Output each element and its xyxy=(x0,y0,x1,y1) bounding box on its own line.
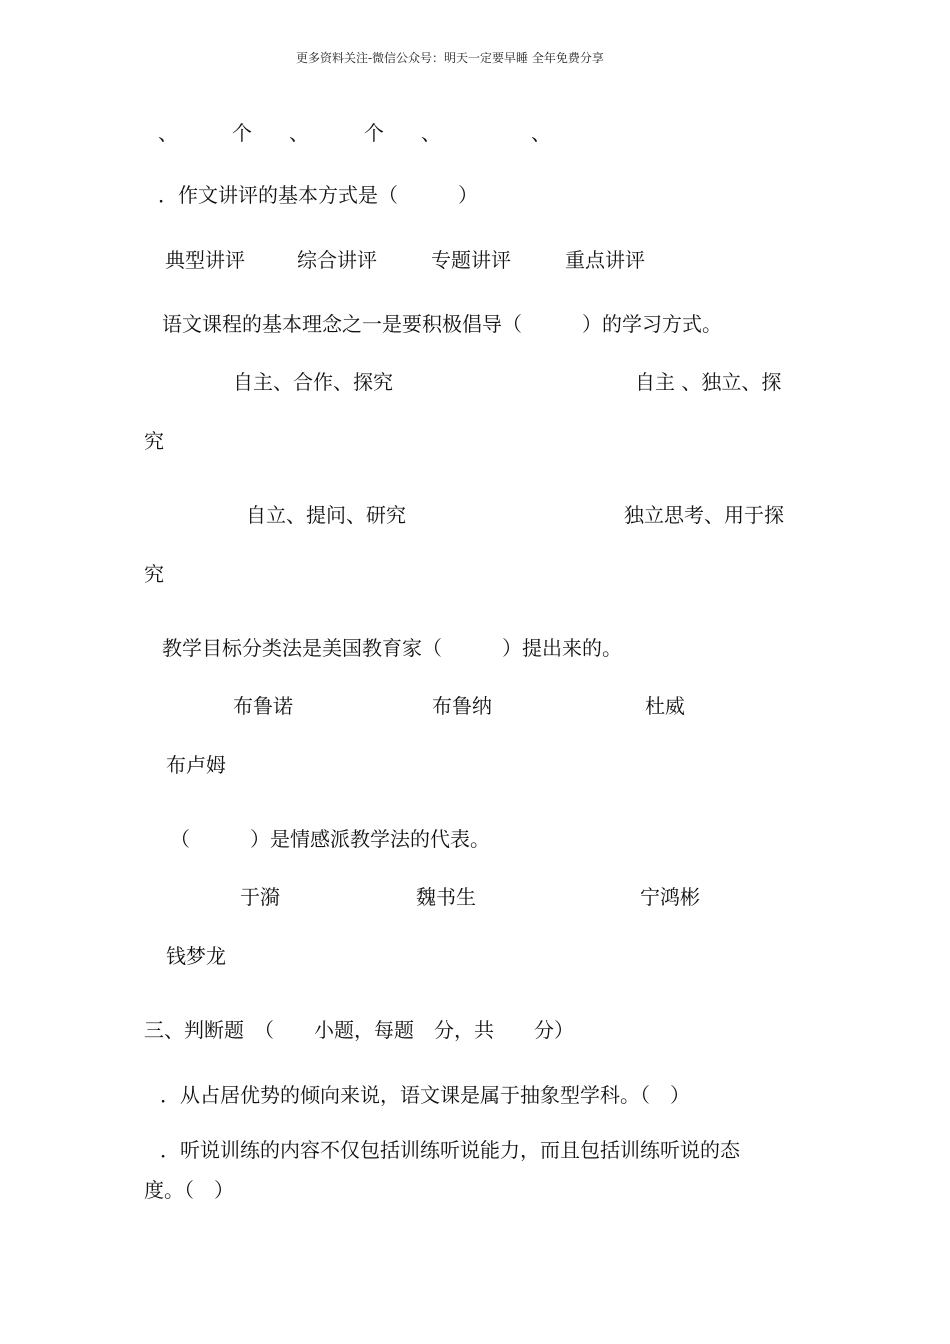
q1-option: 专题讲评 xyxy=(431,248,511,272)
q1-option: 典型讲评 xyxy=(165,248,245,272)
q2-option-wrap: 究 xyxy=(144,429,164,453)
judgement-item-wrap: 度。（ ） xyxy=(144,1178,234,1202)
fragment-mark: 个 xyxy=(364,121,384,145)
q2-option: 自主、合作、探究 xyxy=(233,370,393,394)
q4-option: 于漪 xyxy=(240,885,280,909)
fragment-mark: 、 xyxy=(289,121,309,145)
q2-option-wrap: 究 xyxy=(144,562,164,586)
fragment-mark: 个 xyxy=(232,121,252,145)
question-2-stem: 语文课程的基本理念之一是要积极倡导（ ）的学习方式。 xyxy=(162,312,722,336)
page-header: 更多资料关注-微信公众号：明天一定要早睡 全年免费分享 xyxy=(296,51,604,65)
judgement-item: ．听说训练的内容不仅包括训练听说能力，而且包括训练听说的态 xyxy=(160,1138,740,1162)
fragment-mark: 、 xyxy=(421,121,441,145)
section-3-heading: 三、判断题 （ 小题，每题 分，共 分） xyxy=(144,1018,574,1042)
q3-option: 杜威 xyxy=(645,694,685,718)
fragment-mark: 、 xyxy=(158,121,178,145)
question-4-stem: （ ）是情感派教学法的代表。 xyxy=(170,827,490,851)
q3-option: 布鲁诺 xyxy=(233,694,293,718)
q2-option: 自主 、独立、探 xyxy=(635,370,782,394)
judgement-item: ．从占居优势的倾向来说，语文课是属于抽象型学科。（ ） xyxy=(160,1083,690,1107)
q2-option: 独立思考、用于探 xyxy=(624,503,784,527)
q1-option: 重点讲评 xyxy=(565,248,645,272)
fragment-mark: 、 xyxy=(531,121,551,145)
q3-option: 布卢姆 xyxy=(166,753,226,777)
q4-option: 魏书生 xyxy=(416,885,476,909)
question-3-stem: 教学目标分类法是美国教育家（ ）提出来的。 xyxy=(162,636,622,660)
q4-option: 钱梦龙 xyxy=(166,944,226,968)
q3-option: 布鲁纳 xyxy=(432,694,492,718)
q1-option: 综合讲评 xyxy=(297,248,377,272)
question-1-stem: ．作文讲评的基本方式是（ ） xyxy=(158,183,478,207)
q4-option: 宁鸿彬 xyxy=(640,885,700,909)
q2-option: 自立、提问、研究 xyxy=(246,503,406,527)
